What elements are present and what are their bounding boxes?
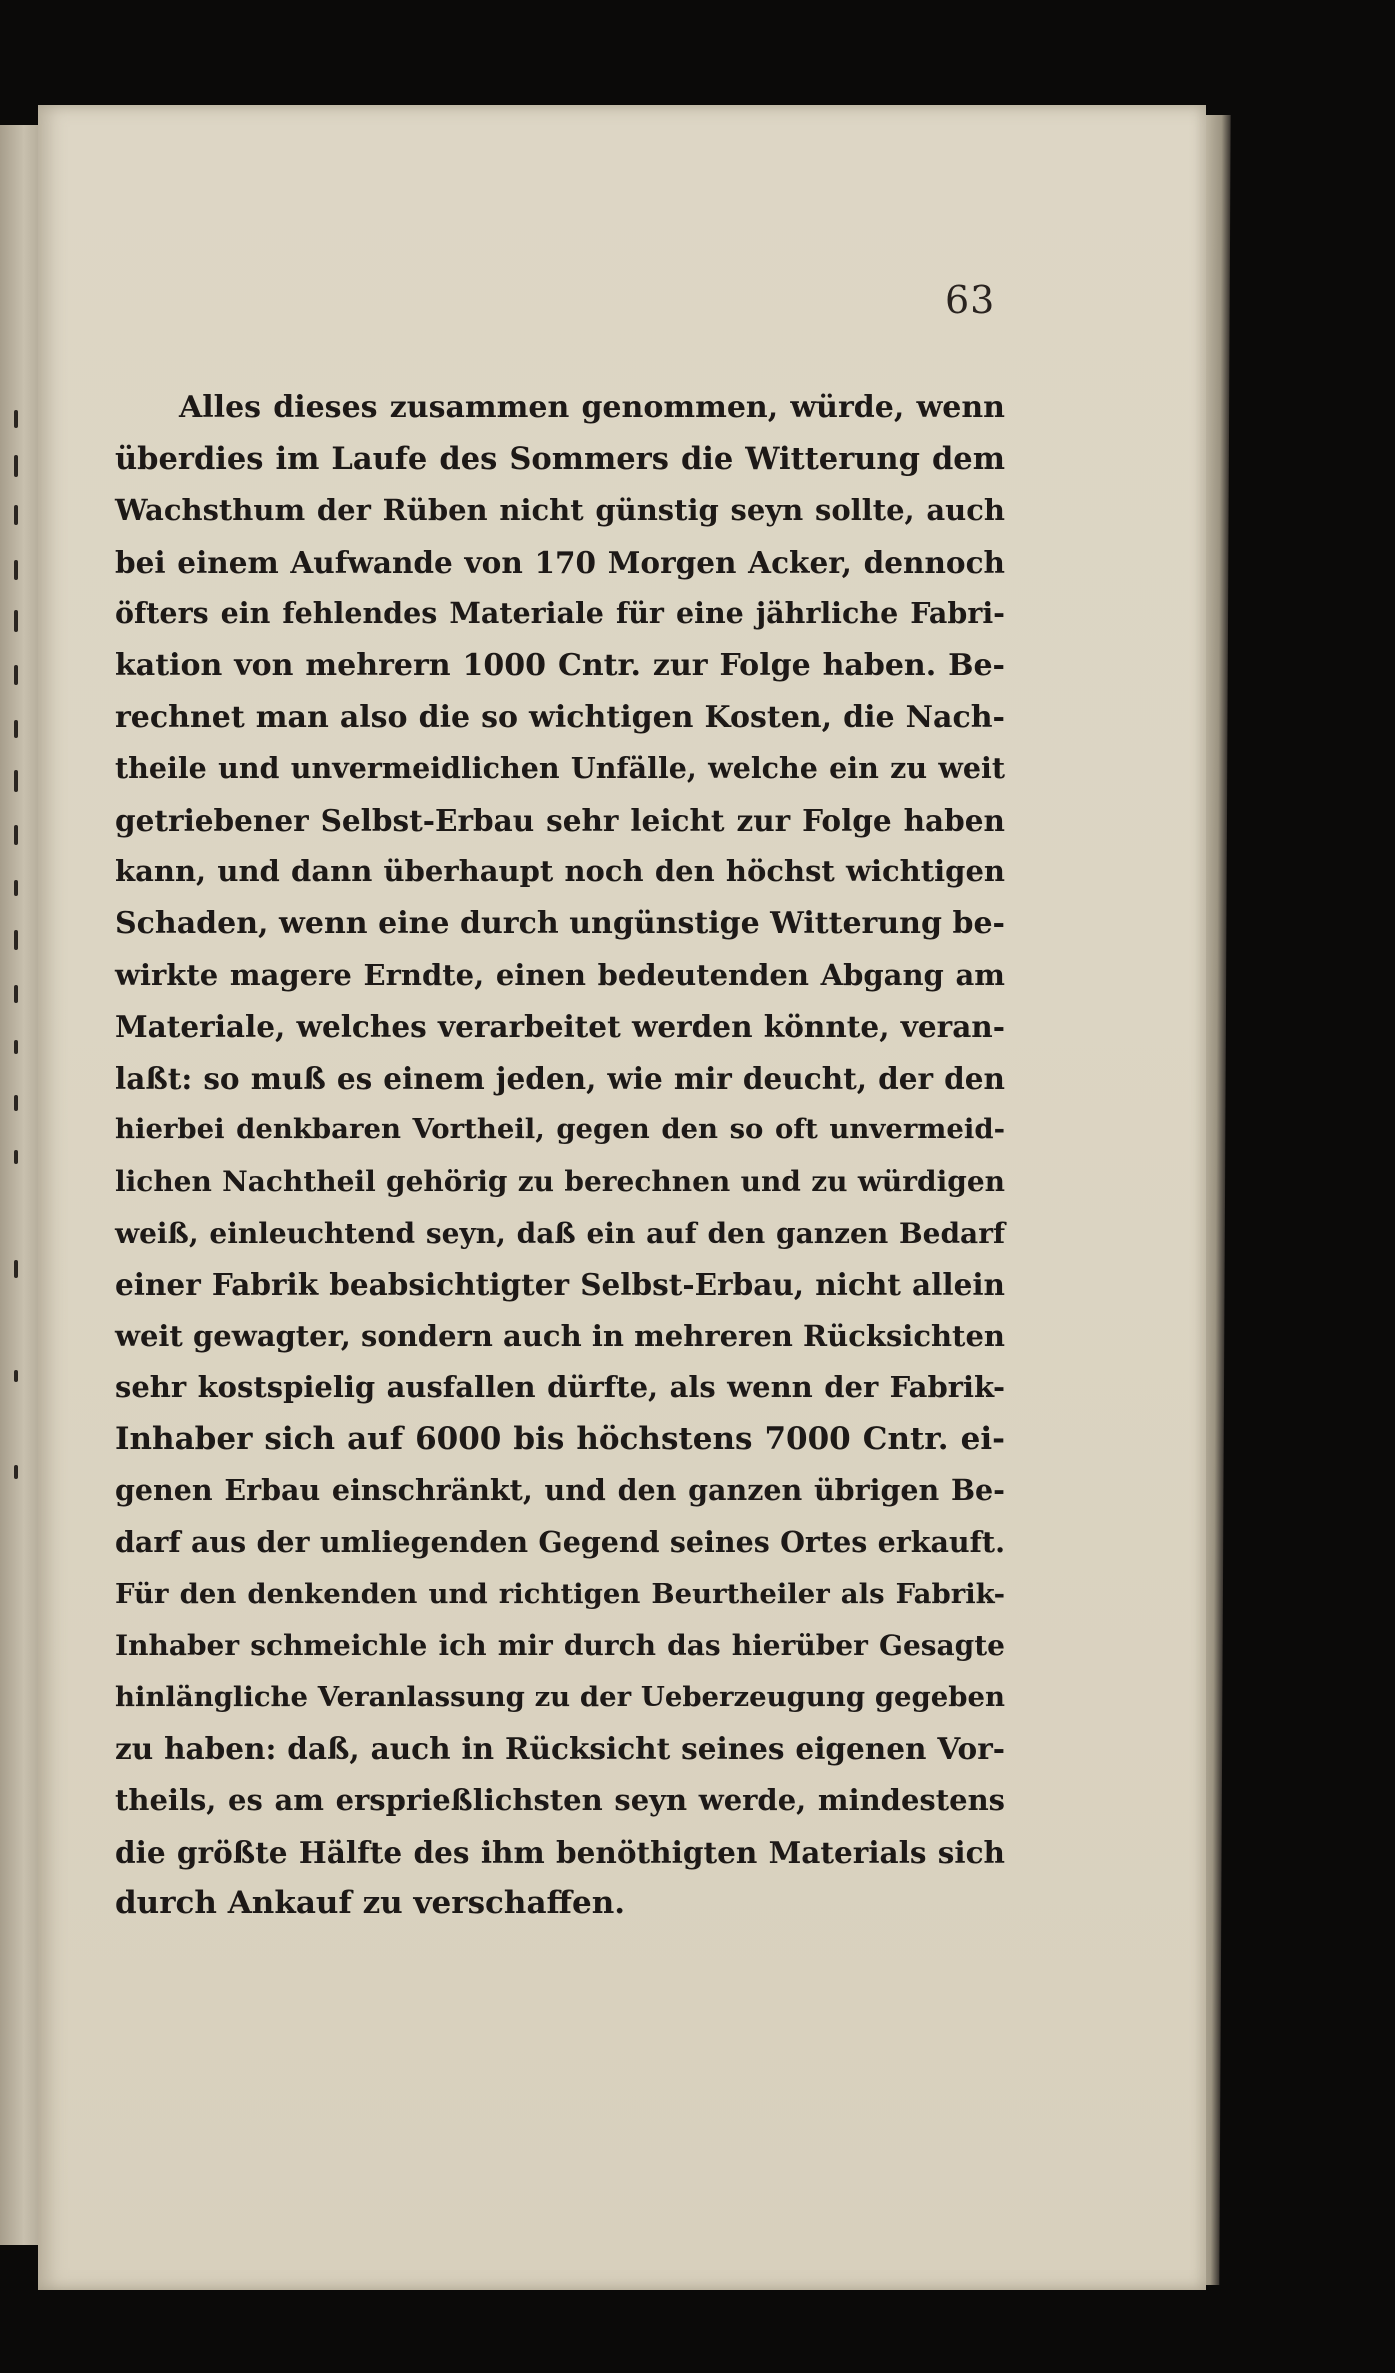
text-line: theile und unvermeidlichen Unfälle, welche ein zu weit [115, 751, 1005, 786]
page-number: 63 [945, 278, 996, 322]
text-line: weiß, einleuchtend seyn, daß ein auf den ganzen Bedarf [115, 1216, 1005, 1250]
text-line: rechnet man also die so wichtigen Kosten, die Nach- [115, 699, 1005, 735]
text-line: Schaden, wenn eine durch ungünstige Witterung be- [115, 905, 1005, 941]
text-line: hierbei denkbaren Vortheil, gegen den so oft unvermeid- [115, 1113, 1005, 1146]
text-line: wirkte magere Erndte, einen bedeutenden Abgang am [115, 957, 1005, 992]
text-line: öfters ein fehlendes Materiale für eine jährliche Fabri- [115, 596, 1005, 631]
text-line: überdies im Laufe des Sommers die Witterung dem [115, 440, 1005, 477]
text-line: kation von mehrern 1000 Cntr. zur Folge haben. Be- [115, 647, 1005, 683]
text-line: Für den denkenden und richtigen Beurtheiler als Fabrik- [115, 1577, 1005, 1610]
text-line: weit gewagter, sondern auch in mehreren Rücksichten [115, 1318, 1005, 1353]
text-line: laßt: so muß es einem jeden, wie mir deucht, der den [115, 1060, 1005, 1096]
text-line: Materiale, welches verarbeitet werden könnte, veran- [115, 1009, 1005, 1045]
facing-page-text-fragments [6, 125, 36, 2245]
text-line: hinlängliche Veranlassung zu der Ueberzeugung gegeben [115, 1680, 1005, 1713]
body-paragraph [115, 382, 1005, 1930]
text-line: Alles dieses zusammen genommen, würde, wenn [179, 390, 1005, 425]
text-line: lichen Nachtheil gehörig zu berechnen und zu würdigen [115, 1164, 1005, 1198]
text-line: kann, und dann überhaupt noch den höchst wichtigen [115, 854, 1005, 889]
text-line: durch Ankauf zu verschaffen. [115, 1885, 626, 1922]
text-line: die größte Hälfte des ihm benöthigten Materials sich [115, 1834, 1005, 1870]
text-line: getriebener Selbst-Erbau sehr leicht zur Folge haben [115, 802, 1005, 838]
text-line: Inhaber sich auf 6000 bis höchstens 7000 Cntr. ei- [115, 1420, 1005, 1457]
text-line: sehr kostspielig ausfallen dürfte, als wenn der Fabrik- [115, 1370, 1005, 1405]
text-line: darf aus der umliegenden Gegend seines Ortes erkauft. [115, 1525, 1005, 1560]
text-line: Inhaber schmeichle ich mir durch das hierüber Gesagte [115, 1629, 1005, 1663]
text-line: zu haben: daß, auch in Rücksicht seines eigenen Vor- [115, 1731, 1005, 1767]
text-line: bei einem Aufwande von 170 Morgen Acker, dennoch [115, 544, 1005, 580]
text-line: genen Erbau einschränkt, und den ganzen übrigen Be- [115, 1473, 1005, 1508]
text-line: Wachsthum der Rüben nicht günstig seyn sollte, auch [115, 493, 1005, 528]
text-line: einer Fabrik beabsichtigter Selbst-Erbau, nicht allein [115, 1267, 1005, 1303]
text-line: theils, es am ersprießlichsten seyn werde, mindestens [115, 1783, 1005, 1818]
